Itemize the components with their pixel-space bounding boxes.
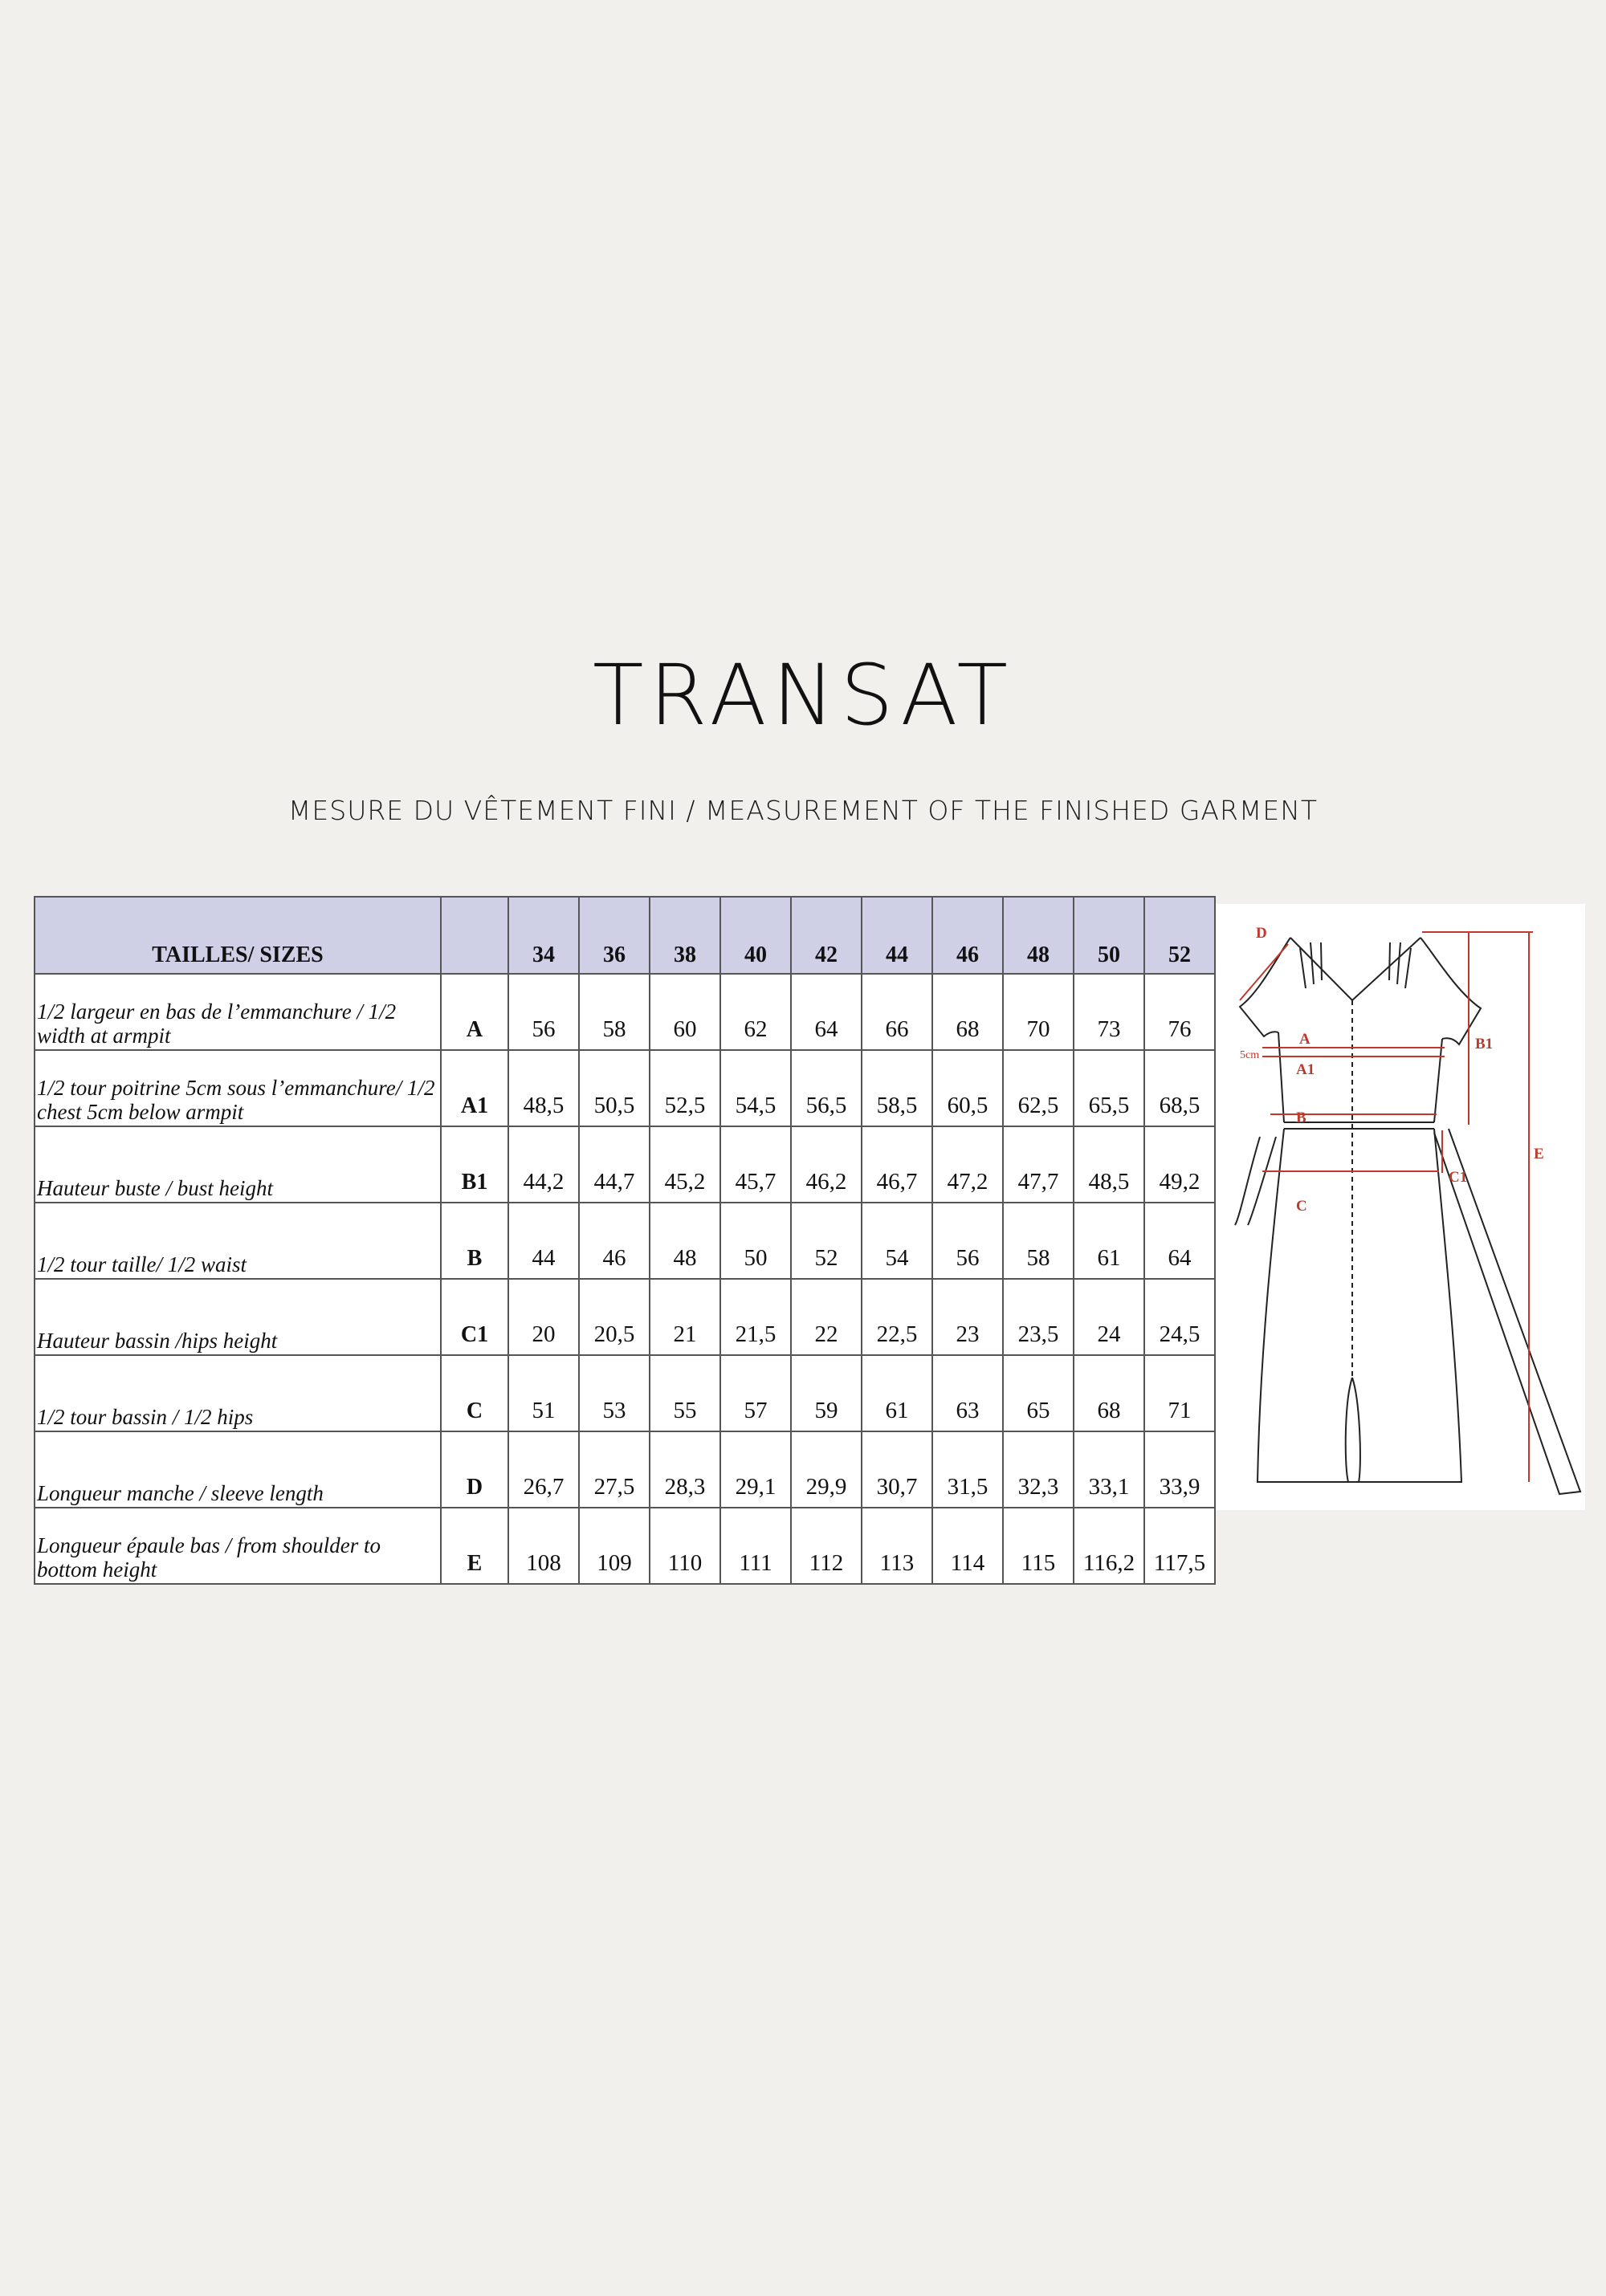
- row-code: E: [441, 1508, 508, 1584]
- row-label: Hauteur buste / bust height: [35, 1126, 441, 1203]
- table-cell: 59: [791, 1355, 862, 1431]
- table-cell: 48,5: [508, 1050, 579, 1126]
- table-row: [35, 1203, 1215, 1279]
- table-cell: 44,7: [579, 1126, 650, 1203]
- label-a: A: [1299, 1031, 1310, 1048]
- table-cell: 64: [1144, 1203, 1215, 1279]
- table-cell: 46,2: [791, 1126, 862, 1203]
- row-label: 1/2 tour taille/ 1/2 waist: [35, 1203, 441, 1279]
- row-label: 1/2 largeur en bas de l’emmanchure / 1/2 width at armpit: [35, 974, 441, 1050]
- table-cell: 65,5: [1074, 1050, 1144, 1126]
- size-header: 36: [579, 897, 650, 974]
- label-d: D: [1256, 925, 1267, 942]
- table-cell: 62: [720, 974, 791, 1050]
- table-cell: 28,3: [650, 1431, 720, 1508]
- table-cell: 51: [508, 1355, 579, 1431]
- table-cell: 46: [579, 1203, 650, 1279]
- table-cell: 32,3: [1003, 1431, 1074, 1508]
- table-cell: 57: [720, 1355, 791, 1431]
- table-cell: 111: [720, 1508, 791, 1584]
- table-row: [35, 1279, 1215, 1355]
- table-cell: 110: [650, 1508, 720, 1584]
- table-cell: 68: [932, 974, 1003, 1050]
- row-code: C: [441, 1355, 508, 1431]
- row-code: B: [441, 1203, 508, 1279]
- table-cell: 66: [862, 974, 932, 1050]
- table-cell: 64: [791, 974, 862, 1050]
- table-cell: 27,5: [579, 1431, 650, 1508]
- label-5cm: 5cm: [1240, 1049, 1260, 1061]
- size-table: [34, 896, 1216, 1585]
- row-label: 1/2 tour poitrine 5cm sous l’emmanchure/ 1/2 chest 5cm below armpit: [35, 1050, 441, 1126]
- label-b1: B1: [1475, 1036, 1494, 1052]
- measure-d: [1240, 944, 1288, 1000]
- table-cell: 26,7: [508, 1431, 579, 1508]
- table-cell: 117,5: [1144, 1508, 1215, 1584]
- table-cell: 109: [579, 1508, 650, 1584]
- table-cell: 23,5: [1003, 1279, 1074, 1355]
- table-cell: 24,5: [1144, 1279, 1215, 1355]
- table-cell: 61: [1074, 1203, 1144, 1279]
- table-cell: 50: [720, 1203, 791, 1279]
- size-header: 50: [1074, 897, 1144, 974]
- table-cell: 54: [862, 1203, 932, 1279]
- table-row: [35, 974, 1215, 1050]
- table-cell: 71: [1144, 1355, 1215, 1431]
- table-cell: 44: [508, 1203, 579, 1279]
- size-header: 52: [1144, 897, 1215, 974]
- table-cell: 22: [791, 1279, 862, 1355]
- table-cell: 65: [1003, 1355, 1074, 1431]
- table-cell: 56,5: [791, 1050, 862, 1126]
- dress-drawing: [1216, 904, 1585, 1510]
- label-c1: C1: [1449, 1169, 1468, 1186]
- size-header: 44: [862, 897, 932, 974]
- table-header-code: [441, 897, 508, 974]
- table-cell: 20,5: [579, 1279, 650, 1355]
- table-cell: 61: [862, 1355, 932, 1431]
- table-cell: 24: [1074, 1279, 1144, 1355]
- size-header: 40: [720, 897, 791, 974]
- table-cell: 52: [791, 1203, 862, 1279]
- table-cell: 56: [508, 974, 579, 1050]
- table-cell: 29,9: [791, 1431, 862, 1508]
- table-cell: 50,5: [579, 1050, 650, 1126]
- row-code: D: [441, 1431, 508, 1508]
- table-cell: 60,5: [932, 1050, 1003, 1126]
- size-header: 48: [1003, 897, 1074, 974]
- row-label: Hauteur bassin /hips height: [35, 1279, 441, 1355]
- table-cell: 113: [862, 1508, 932, 1584]
- table-cell: 22,5: [862, 1279, 932, 1355]
- table-cell: 58: [579, 974, 650, 1050]
- table-cell: 29,1: [720, 1431, 791, 1508]
- table-cell: 52,5: [650, 1050, 720, 1126]
- table-cell: 48,5: [1074, 1126, 1144, 1203]
- table-cell: 116,2: [1074, 1508, 1144, 1584]
- row-label: Longueur manche / sleeve length: [35, 1431, 441, 1508]
- table-cell: 46,7: [862, 1126, 932, 1203]
- label-a1: A1: [1296, 1061, 1315, 1078]
- table-cell: 20: [508, 1279, 579, 1355]
- table-cell: 45,2: [650, 1126, 720, 1203]
- table-cell: 54,5: [720, 1050, 791, 1126]
- table-row: [35, 1431, 1215, 1508]
- label-e: E: [1534, 1146, 1544, 1162]
- table-row: [35, 1126, 1215, 1203]
- row-code: C1: [441, 1279, 508, 1355]
- size-header: 42: [791, 897, 862, 974]
- table-cell: 33,1: [1074, 1431, 1144, 1508]
- table-row: [35, 1355, 1215, 1431]
- table-cell: 48: [650, 1203, 720, 1279]
- table-cell: 49,2: [1144, 1126, 1215, 1203]
- table-cell: 21,5: [720, 1279, 791, 1355]
- table-cell: 115: [1003, 1508, 1074, 1584]
- table-cell: 44,2: [508, 1126, 579, 1203]
- label-c: C: [1296, 1198, 1307, 1215]
- measurement-lines: [1240, 932, 1533, 1482]
- table-cell: 112: [791, 1508, 862, 1584]
- table-cell: 47,7: [1003, 1126, 1074, 1203]
- garment-diagram: [1216, 904, 1585, 1510]
- row-code: B1: [441, 1126, 508, 1203]
- table-cell: 62,5: [1003, 1050, 1074, 1126]
- label-b: B: [1296, 1109, 1306, 1126]
- table-cell: 68: [1074, 1355, 1144, 1431]
- table-cell: 53: [579, 1355, 650, 1431]
- table-cell: 70: [1003, 974, 1074, 1050]
- row-label: 1/2 tour bassin / 1/2 hips: [35, 1355, 441, 1431]
- size-header: 34: [508, 897, 579, 974]
- table-cell: 45,7: [720, 1126, 791, 1203]
- table-cell: 47,2: [932, 1126, 1003, 1203]
- table-cell: 60: [650, 974, 720, 1050]
- table-cell: 76: [1144, 974, 1215, 1050]
- table-row: [35, 1508, 1215, 1584]
- row-code: A1: [441, 1050, 508, 1126]
- row-code: A: [441, 974, 508, 1050]
- page-title: TRANSAT: [592, 646, 1014, 744]
- table-cell: 114: [932, 1508, 1003, 1584]
- page-subtitle: MESURE DU VÊTEMENT FINI / MEASUREMENT OF THE FINISHED GARMENT: [287, 795, 1319, 826]
- table-row: [35, 1050, 1215, 1126]
- table-cell: 23: [932, 1279, 1003, 1355]
- table-cell: 30,7: [862, 1431, 932, 1508]
- table-cell: 31,5: [932, 1431, 1003, 1508]
- row-label: Longueur épaule bas / from shoulder to bottom height: [35, 1508, 441, 1584]
- table-header-label: TAILLES/ SIZES: [35, 897, 441, 974]
- size-header: 46: [932, 897, 1003, 974]
- table-cell: 73: [1074, 974, 1144, 1050]
- table-cell: 21: [650, 1279, 720, 1355]
- table-header-row: [35, 897, 1215, 974]
- table-cell: 56: [932, 1203, 1003, 1279]
- size-header: 38: [650, 897, 720, 974]
- table-cell: 68,5: [1144, 1050, 1215, 1126]
- table-cell: 33,9: [1144, 1431, 1215, 1508]
- table-cell: 58,5: [862, 1050, 932, 1126]
- table-cell: 108: [508, 1508, 579, 1584]
- table-cell: 58: [1003, 1203, 1074, 1279]
- table-cell: 55: [650, 1355, 720, 1431]
- table-cell: 63: [932, 1355, 1003, 1431]
